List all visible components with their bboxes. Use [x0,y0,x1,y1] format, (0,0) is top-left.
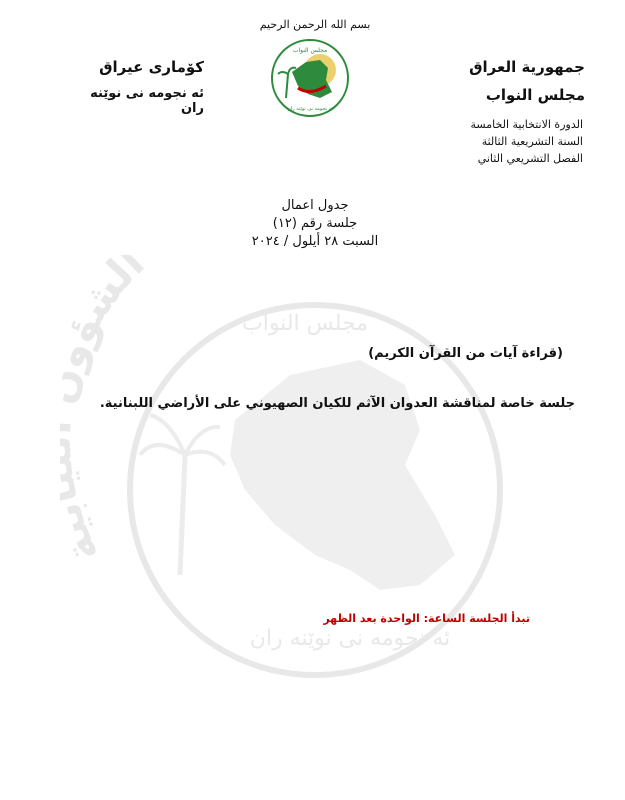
agenda-item-special-session: جلسة خاصة لمناقشة العدوان الآثم للكيان الصهيوني على الأراضي اللبنانية. [99,396,575,411]
watermark-map [230,360,455,590]
agenda-title: جدول اعمال [281,198,349,213]
session-number: جلسة رقم (١٢) [272,216,358,231]
watermark-palm-trunk [180,455,185,575]
agenda-heading [190,197,440,251]
country-name-ar: جمهورية العراق [469,58,585,76]
watermark-seal [60,255,580,695]
header-arabic [469,58,585,104]
watermark-top-text: مجلس النواب [242,311,368,336]
council-name-ku: ئه نجومه نى نوێنه ران [90,86,204,116]
session-info [471,116,583,167]
agenda-item-quran: (قراءة آيات من القرآن الكريم) [368,346,563,361]
country-name-ku: كۆمارى عيراق [99,58,204,76]
session-date: السبت ٢٨ أيلول / ٢٠٢٤ [251,234,379,249]
parliament-logo [268,36,352,120]
session-start-time: تبدأ الجلسة الساعة: الواحدة بعد الظهر [323,612,530,625]
header-kurdish [64,58,204,116]
logo-text-bottom: ئه نجومه نى نوێنه ران [287,106,333,112]
watermark-arc-text: الش [68,255,154,329]
electoral-cycle: الدورة الانتخابية الخامسة [470,118,583,131]
basmala: بسم الله الرحمن الرحيم [259,18,371,31]
legislative-year: السنة التشريعية الثالثة [481,135,583,148]
legislative-term: الفصل التشريعي الثاني [477,152,583,165]
logo-text-top: مجلس النواب [292,47,328,54]
watermark-bottom-text: ئه نجومه نى نوێنه ران [249,626,451,651]
council-name-ar: مجلس النواب [485,86,585,104]
watermark [60,255,580,695]
